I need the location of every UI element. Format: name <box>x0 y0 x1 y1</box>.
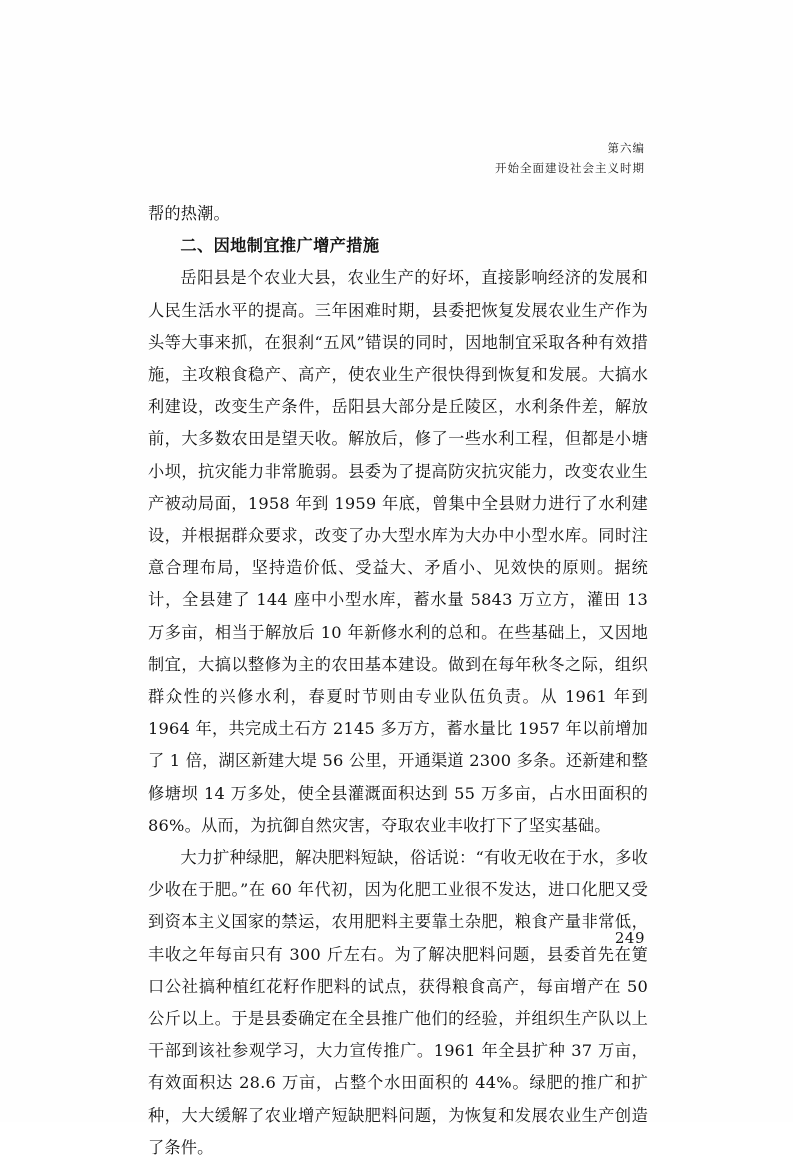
body-paragraph-1: 岳阳县是个农业大县，农业生产的好坏，直接影响经济的发展和人民生活水平的提高。三年困难时期，县委把恢复发展农业生产作为头等大事来抓，在狠刹“五风”错误的同时，因地制宜采取各种有效措施，主攻粮食稳产、高产，使农业生产很快得到恢复和发展。大搞水利建设，改变生产条件，岳阳县大部分是丘陵区，水利条件差，解放前，大多数农田是望天收。解放后，修了一些水利工程，但都是小塘小坝，抗灾能力非常脆弱。县委为了提高防灾抗灾能力，改变农业生产被动局面，1958 年到 1959 年底，曾集中全县财力进行了水利建设，并根据群众要求，改变了办大型水库为大办中小型水库。同时注意合理布局，坚持造价低、受益大、矛盾小、见效快的原则。据统计，全县建了 144 座中小型水库，蓄水量 5843 万立方，灌田 13 万多亩，相当于解放后 10 年新修水利的总和。在些基础上，又因地制宜，大搞以整修为主的农田基本建设。做到在每年秋冬之际，组织群众性的兴修水利，春夏时节则由专业队伍负责。从 1961 年到 1964 年，共完成土石方 2145 多万方，蓄水量比 1957 年以前增加了 1 倍，湖区新建大堤 56 公里，开通渠道 2300 多条。还新建和整修塘坝 14 万多处，使全县灌溉面积达到 55 万多亩，占水田面积的 86%。从而，为抗御自然灾害，夺取农业丰收打下了坚实基础。 <box>148 268 648 835</box>
body-paragraph-2: 大力扩种绿肥，解决肥料短缺，俗话说：“有收无收在于水，多收少收在于肥。”在 60 年代初，因为化肥工业很不发达，进口化肥又受到资本主义国家的禁运，农用肥料主要靠土杂肥，粮食产量非常低，丰收之年每亩只有 300 斤左右。为了解决肥料问题，县委首先在筻口公社搞种植红花籽作肥料的试点，获得粮食高产，每亩增产在 50 公斤以上。于是县委确定在全县推广他们的经验，并组织生产队以上干部到该社参观学习，大力宣传推广。1961 年全县扩种 37 万亩，有效面积达 28.6 万亩，占整个水田面积的 44%。绿肥的推广和扩种，大大缓解了农业增产短缺肥料问题，为恢复和发展农业生产创造了条件。 <box>148 848 648 1157</box>
page-content <box>148 198 648 1164</box>
continued-line: 帮的热潮。 <box>148 204 230 223</box>
page-header <box>495 140 645 178</box>
page-number: 249 <box>614 929 645 947</box>
header-volume-label: 第六编 <box>607 141 645 155</box>
header-section-label: 开始全面建设社会主义时期 <box>495 161 645 176</box>
section-heading: 二、因地制宜推广增产措施 <box>180 236 380 256</box>
